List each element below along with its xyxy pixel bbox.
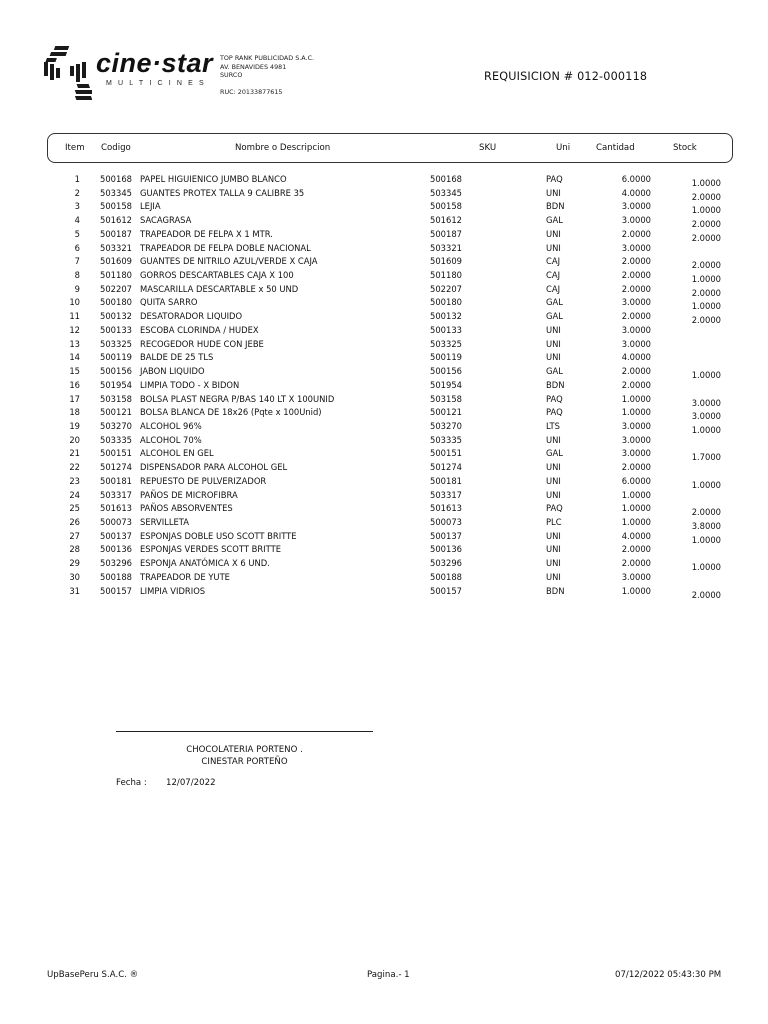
cell-code: 500158 [100, 201, 132, 212]
cell-sku: 501612 [430, 215, 462, 226]
cell-stock: 2.0000 [691, 219, 721, 230]
cell-stock: 2.0000 [691, 315, 721, 326]
cell-qty: 2.0000 [621, 558, 651, 569]
cell-code: 501613 [100, 503, 132, 514]
column-header-sku: SKU [479, 143, 497, 153]
table-row [0, 214, 768, 228]
table-row [0, 420, 768, 434]
cell-code: 500073 [100, 516, 132, 527]
cell-name: PAÑOS DE MICROFIBRA [140, 489, 238, 500]
cell-sku: 502207 [430, 283, 462, 294]
table-row [0, 310, 768, 324]
cell-code: 500180 [100, 297, 132, 308]
cell-code: 503270 [100, 420, 132, 431]
cell-uni: CAJ [546, 270, 561, 281]
cell-code: 501954 [100, 379, 132, 390]
cinestar-emblem-icon [40, 44, 92, 104]
cell-uni: UNI [546, 571, 561, 582]
table-row [0, 296, 768, 310]
cell-uni: UNI [546, 558, 561, 569]
cell-sku: 500157 [430, 585, 462, 596]
cell-item: 20 [69, 434, 80, 445]
cell-name: TRAPEADOR DE YUTE [140, 571, 230, 582]
table-row [0, 475, 768, 489]
cell-stock: 1.7000 [691, 452, 721, 463]
cell-name: BALDE DE 25 TLS [140, 352, 214, 363]
cell-sku: 501609 [430, 256, 462, 267]
cell-uni: PLC [546, 516, 562, 527]
cell-uni: GAL [546, 366, 563, 377]
cell-code: 503158 [100, 393, 132, 404]
cell-sku: 500151 [430, 448, 462, 459]
table-row [0, 365, 768, 379]
cell-sku: 500121 [430, 407, 462, 418]
cell-code: 501180 [100, 270, 132, 281]
cell-item: 4 [74, 215, 80, 226]
cell-qty: 1.0000 [621, 585, 651, 596]
cell-qty: 3.0000 [621, 448, 651, 459]
column-header-stock: Stock [673, 143, 697, 153]
signature-line [116, 731, 373, 732]
cell-stock: 1.0000 [691, 479, 721, 490]
cell-name: ESPONJAS VERDES SCOTT BRITTE [140, 544, 282, 555]
cell-name: ESPONJAS DOBLE USO SCOTT BRITTE [140, 530, 297, 541]
cell-stock: 2.0000 [691, 191, 721, 202]
cell-qty: 2.0000 [621, 366, 651, 377]
cell-stock: 3.0000 [691, 411, 721, 422]
table-row [0, 434, 768, 448]
cell-uni: BDN [546, 379, 565, 390]
cell-sku: 500156 [430, 366, 462, 377]
cell-qty: 6.0000 [621, 475, 651, 486]
cell-name: REPUESTO DE PULVERIZADOR [140, 475, 267, 486]
item-table [0, 173, 768, 598]
logo-wordmark: cine·star [96, 48, 214, 78]
cell-sku: 501954 [430, 379, 462, 390]
cell-item: 10 [69, 297, 80, 308]
cell-code: 503325 [100, 338, 132, 349]
cell-item: 18 [69, 407, 80, 418]
cell-qty: 3.0000 [621, 201, 651, 212]
column-header-qty: Cantidad [596, 143, 635, 153]
cell-qty: 3.0000 [621, 434, 651, 445]
column-header-item: Item [65, 143, 85, 153]
table-row [0, 516, 768, 530]
cell-item: 5 [74, 228, 80, 239]
table-row [0, 269, 768, 283]
cell-name: MASCARILLA DESCARTABLE x 50 UND [140, 283, 299, 294]
cell-qty: 4.0000 [621, 352, 651, 363]
cell-uni: PAQ [546, 407, 563, 418]
table-row [0, 489, 768, 503]
table-row [0, 530, 768, 544]
cell-qty: 4.0000 [621, 187, 651, 198]
cell-name: ALCOHOL 70% [140, 434, 202, 445]
cell-name: BOLSA PLAST NEGRA P/BAS 140 LT X 100UNID [140, 393, 335, 404]
cell-name: ALCOHOL 96% [140, 420, 202, 431]
cell-qty: 2.0000 [621, 283, 651, 294]
cell-qty: 3.0000 [621, 338, 651, 349]
table-row [0, 585, 768, 599]
cell-stock: 1.0000 [691, 562, 721, 573]
cell-sku: 503317 [430, 489, 462, 500]
cell-stock: 2.0000 [691, 260, 721, 271]
cell-name: DISPENSADOR PARA ALCOHOL GEL [140, 462, 288, 473]
cell-qty: 2.0000 [621, 270, 651, 281]
cell-code: 503321 [100, 242, 132, 253]
cell-uni: PAQ [546, 174, 563, 184]
company-district: SURCO [220, 71, 243, 80]
cell-uni: UNI [546, 242, 561, 253]
cell-stock: 3.0000 [691, 397, 721, 408]
cell-item: 25 [69, 503, 80, 514]
table-row [0, 324, 768, 338]
table-row [0, 338, 768, 352]
cell-code: 500168 [100, 174, 132, 184]
cell-stock: 1.0000 [691, 534, 721, 545]
cell-name: GUANTES DE NITRILO AZUL/VERDE X CAJA [140, 256, 318, 267]
cell-item: 23 [69, 475, 80, 486]
cell-sku: 501180 [430, 270, 462, 281]
cell-uni: BDN [546, 201, 565, 212]
cell-uni: UNI [546, 434, 561, 445]
cell-qty: 1.0000 [621, 489, 651, 500]
cell-code: 503296 [100, 558, 132, 569]
cell-uni: CAJ [546, 256, 561, 267]
cell-qty: 3.0000 [621, 297, 651, 308]
table-row [0, 502, 768, 516]
signature-line-1: CHOCOLATERIA PORTENO . [186, 745, 303, 755]
cell-code: 501612 [100, 215, 132, 226]
cell-name: JABON LIQUIDO [140, 366, 205, 377]
cell-item: 30 [69, 571, 80, 582]
cell-item: 7 [74, 256, 80, 267]
table-row [0, 543, 768, 557]
cell-code: 500181 [100, 475, 132, 486]
cell-stock: 1.0000 [691, 370, 721, 381]
cell-code: 500188 [100, 571, 132, 582]
cell-item: 2 [74, 187, 80, 198]
cell-uni: GAL [546, 215, 563, 226]
table-row [0, 351, 768, 365]
cell-qty: 3.0000 [621, 242, 651, 253]
footer-page: Pagina.- 1 [367, 970, 410, 980]
column-header-name: Nombre o Descripcion [235, 143, 331, 153]
cell-name: SERVILLETA [140, 516, 189, 527]
cell-uni: UNI [546, 324, 561, 335]
cell-item: 27 [69, 530, 80, 541]
cell-stock: 1.0000 [691, 178, 721, 188]
cell-uni: UNI [546, 475, 561, 486]
cell-sku: 500133 [430, 324, 462, 335]
table-row [0, 228, 768, 242]
cell-sku: 503321 [430, 242, 462, 253]
cell-code: 500119 [100, 352, 132, 363]
cinestar-logo [40, 44, 215, 104]
cell-stock: 2.0000 [691, 287, 721, 298]
cell-code: 503335 [100, 434, 132, 445]
cell-uni: UNI [546, 228, 561, 239]
cell-name: LIMPIA TODO - X BIDON [140, 379, 240, 390]
cell-sku: 500181 [430, 475, 462, 486]
signature-line-2: CINESTAR PORTEÑO [201, 757, 288, 767]
cell-qty: 1.0000 [621, 407, 651, 418]
cell-qty: 4.0000 [621, 530, 651, 541]
cell-sku: 500073 [430, 516, 462, 527]
table-row [0, 200, 768, 214]
cell-name: SACAGRASA [140, 215, 192, 226]
cell-name: TRAPEADOR DE FELPA X 1 MTR. [140, 228, 273, 239]
cell-name: DESATORADOR LIQUIDO [140, 311, 243, 322]
cell-item: 28 [69, 544, 80, 555]
cell-code: 500151 [100, 448, 132, 459]
cell-code: 503317 [100, 489, 132, 500]
cell-name: LIMPIA VIDRIOS [140, 585, 206, 596]
cell-code: 500156 [100, 366, 132, 377]
cell-sku: 503158 [430, 393, 462, 404]
cell-code: 500136 [100, 544, 132, 555]
cell-uni: LTS [546, 420, 560, 431]
cell-code: 501274 [100, 462, 132, 473]
cell-code: 500133 [100, 324, 132, 335]
cell-item: 14 [69, 352, 80, 363]
cell-sku: 501274 [430, 462, 462, 473]
cell-name: ESCOBA CLORINDA / HUDEX [140, 324, 259, 335]
cell-uni: UNI [546, 544, 561, 555]
cell-item: 24 [69, 489, 80, 500]
cell-name: LEJIA [140, 201, 161, 212]
cell-item: 31 [69, 585, 80, 596]
cell-sku: 503345 [430, 187, 462, 198]
cell-item: 13 [69, 338, 80, 349]
cell-uni: UNI [546, 489, 561, 500]
cell-stock: 1.0000 [691, 274, 721, 285]
cell-stock: 3.8000 [691, 520, 721, 531]
cell-code: 500157 [100, 585, 132, 596]
logo-subtext: MULTICINES [106, 80, 210, 87]
cell-name: ESPONJA ANATÓMICA X 6 UND. [140, 558, 270, 569]
cell-sku: 500180 [430, 297, 462, 308]
cell-item: 11 [69, 311, 80, 322]
cell-sku: 500136 [430, 544, 462, 555]
cell-item: 29 [69, 558, 80, 569]
cell-qty: 3.0000 [621, 571, 651, 582]
company-ruc: RUC: 20133877615 [220, 87, 283, 96]
cell-item: 1 [74, 174, 80, 184]
date-label: Fecha : [116, 778, 147, 788]
cell-item: 22 [69, 462, 80, 473]
cell-qty: 3.0000 [621, 420, 651, 431]
table-row [0, 393, 768, 407]
table-row [0, 187, 768, 201]
cell-item: 15 [69, 366, 80, 377]
table-row [0, 571, 768, 585]
cell-stock: 2.0000 [691, 589, 721, 600]
cell-item: 16 [69, 379, 80, 390]
cell-sku: 500119 [430, 352, 462, 363]
cell-item: 8 [74, 270, 80, 281]
cell-sku: 500168 [430, 174, 462, 184]
column-header-code: Codigo [101, 143, 131, 153]
footer-timestamp: 07/12/2022 05:43:30 PM [615, 970, 722, 980]
cell-sku: 500158 [430, 201, 462, 212]
cell-uni: UNI [546, 530, 561, 541]
requisition-title: REQUISICION # 012-000118 [484, 70, 648, 83]
cell-qty: 6.0000 [621, 174, 651, 184]
company-info [220, 54, 314, 96]
table-row [0, 447, 768, 461]
cell-qty: 1.0000 [621, 516, 651, 527]
cell-sku: 503335 [430, 434, 462, 445]
cell-qty: 1.0000 [621, 393, 651, 404]
cell-sku: 501613 [430, 503, 462, 514]
cell-uni: PAQ [546, 393, 563, 404]
cell-qty: 2.0000 [621, 544, 651, 555]
cell-item: 17 [69, 393, 80, 404]
cell-code: 501609 [100, 256, 132, 267]
cell-qty: 2.0000 [621, 379, 651, 390]
signature-block [116, 744, 373, 768]
cell-code: 500137 [100, 530, 132, 541]
table-row [0, 173, 768, 187]
cell-name: QUITA SARRO [140, 297, 198, 308]
table-row [0, 557, 768, 571]
cell-name: TRAPEADOR DE FELPA DOBLE NACIONAL [140, 242, 311, 253]
column-header-uni: Uni [556, 143, 571, 153]
cell-qty: 3.0000 [621, 324, 651, 335]
cell-uni: UNI [546, 187, 561, 198]
cell-sku: 500188 [430, 571, 462, 582]
cell-item: 26 [69, 516, 80, 527]
table-row [0, 461, 768, 475]
cell-qty: 1.0000 [621, 503, 651, 514]
cell-sku: 500187 [430, 228, 462, 239]
cell-stock: 1.0000 [691, 424, 721, 435]
cell-item: 19 [69, 420, 80, 431]
cell-sku: 503270 [430, 420, 462, 431]
cell-stock: 1.0000 [691, 205, 721, 216]
date-value: 12/07/2022 [166, 778, 216, 788]
cell-stock: 2.0000 [691, 507, 721, 518]
cell-qty: 2.0000 [621, 256, 651, 267]
cell-uni: CAJ [546, 283, 561, 294]
cell-stock: 2.0000 [691, 232, 721, 243]
table-row [0, 379, 768, 393]
cell-qty: 2.0000 [621, 462, 651, 473]
cell-item: 21 [69, 448, 80, 459]
cell-name: GORROS DESCARTABLES CAJA X 100 [140, 270, 294, 281]
table-row [0, 283, 768, 297]
cell-code: 502207 [100, 283, 132, 294]
cell-item: 12 [69, 324, 80, 335]
cell-qty: 2.0000 [621, 311, 651, 322]
cell-name: PAÑOS ABSORVENTES [140, 503, 233, 514]
cell-uni: GAL [546, 297, 563, 308]
cell-uni: BDN [546, 585, 565, 596]
cell-code: 500121 [100, 407, 132, 418]
cell-sku: 503296 [430, 558, 462, 569]
footer-left: UpBasePeru S.A.C. ® [47, 970, 139, 980]
cell-item: 6 [74, 242, 80, 253]
cell-uni: PAQ [546, 503, 563, 514]
cell-stock: 1.0000 [691, 301, 721, 312]
table-row [0, 242, 768, 256]
cell-name: ALCOHOL EN GEL [140, 448, 214, 459]
cell-sku: 500132 [430, 311, 462, 322]
company-address: AV. BENAVIDES 4981 [220, 62, 287, 71]
cell-uni: GAL [546, 311, 563, 322]
cell-code: 503345 [100, 187, 132, 198]
cell-uni: UNI [546, 352, 561, 363]
cell-qty: 3.0000 [621, 215, 651, 226]
cell-name: GUANTES PROTEX TALLA 9 CALIBRE 35 [140, 187, 305, 198]
cell-sku: 500137 [430, 530, 462, 541]
cell-item: 9 [74, 283, 80, 294]
cell-item: 3 [74, 201, 80, 212]
cell-sku: 503325 [430, 338, 462, 349]
cell-uni: UNI [546, 462, 561, 473]
table-row [0, 255, 768, 269]
cell-uni: GAL [546, 448, 563, 459]
cell-name: RECOGEDOR HUDE CON JEBE [140, 338, 264, 349]
cell-name: PAPEL HIGUIENICO JUMBO BLANCO [140, 174, 287, 184]
company-name: TOP RANK PUBLICIDAD S.A.C. [220, 54, 315, 62]
cell-code: 500187 [100, 228, 132, 239]
table-row [0, 406, 768, 420]
cell-uni: UNI [546, 338, 561, 349]
cell-qty: 2.0000 [621, 228, 651, 239]
cell-code: 500132 [100, 311, 132, 322]
cell-name: BOLSA BLANCA DE 18x26 (Pqte x 100Unid) [140, 407, 322, 418]
